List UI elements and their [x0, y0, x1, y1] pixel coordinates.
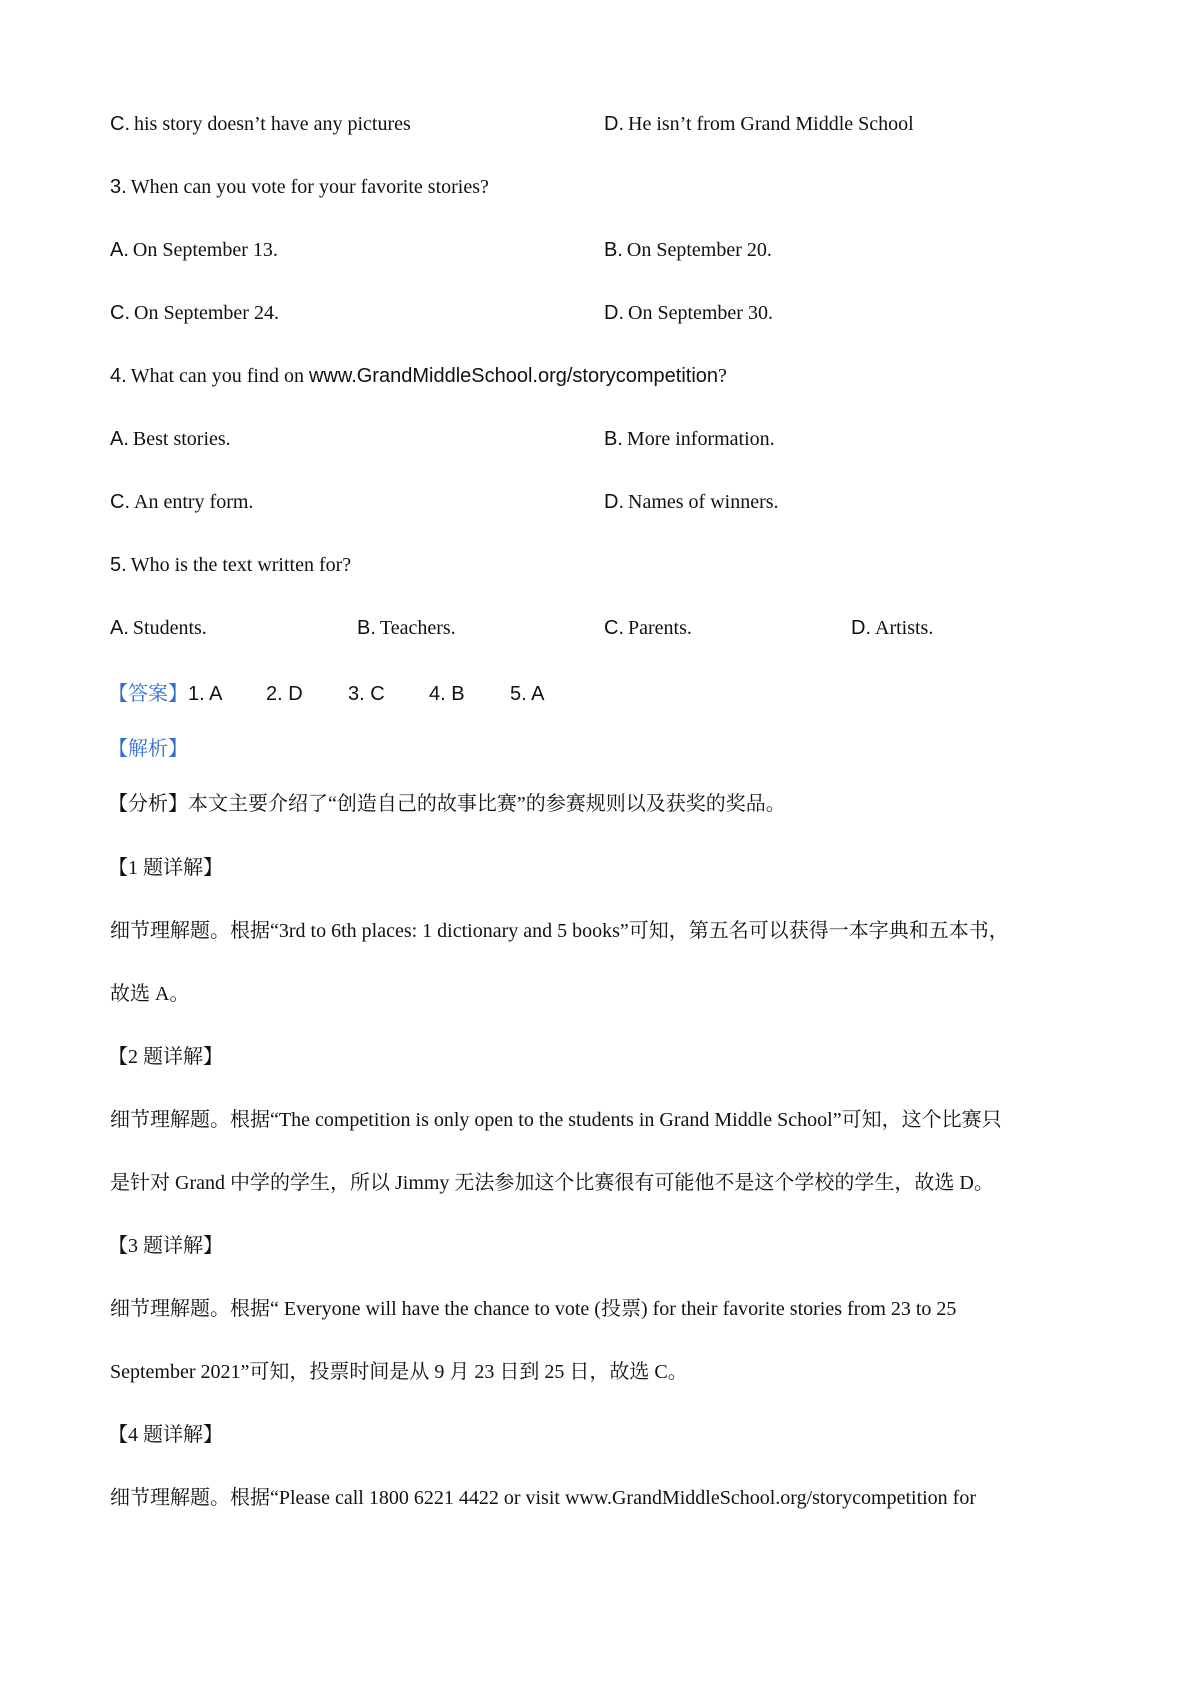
detail-text: 细节理解题。根据“The competition is only open to the students in Grand Middle School”可知，这个比赛只 — [110, 1109, 1002, 1131]
answer-item: 2. D — [266, 683, 303, 705]
q5-option-c — [604, 614, 692, 642]
question-number: 4. — [110, 365, 127, 387]
option-text: On September 30. — [628, 302, 773, 324]
option-letter: B. — [604, 239, 623, 261]
answer-item: 4. B — [429, 683, 465, 705]
detail-text: September 2021”可知，投票时间是从 9 月 23 日到 25 日，故选 C。 — [110, 1361, 688, 1383]
detail-heading: 【1 题详解】 — [108, 857, 223, 879]
q2-option-d — [604, 110, 914, 138]
option-letter: C. — [110, 302, 130, 324]
question-number: 5. — [110, 554, 127, 576]
q5-option-a — [110, 614, 207, 642]
option-text: On September 13. — [132, 239, 278, 261]
question-number: 3. — [110, 176, 127, 198]
option-letter: B. — [604, 428, 623, 450]
option-letter: C. — [110, 491, 130, 513]
analysis-summary: 【分析】本文主要介绍了“创造自己的故事比赛”的参赛规则以及获奖的奖品。 — [108, 793, 786, 815]
detail-heading: 【2 题详解】 — [108, 1046, 223, 1068]
q4-option-a — [110, 425, 231, 453]
answer-item: 5. A — [510, 683, 545, 705]
q4-option-c — [110, 488, 253, 516]
q3-option-c — [110, 299, 279, 327]
option-text: Names of winners. — [628, 491, 779, 513]
option-text: Parents. — [628, 617, 692, 639]
option-text: He isn’t from Grand Middle School — [628, 113, 914, 135]
analysis-label: 【解析】 — [108, 738, 188, 760]
option-letter: A. — [110, 428, 129, 450]
detail-text: 是针对 Grand 中学的学生，所以 Jimmy 无法参加这个比赛很有可能他不是这个学校的学生，故选 D。 — [110, 1172, 994, 1194]
detail-heading: 【4 题详解】 — [108, 1424, 223, 1446]
question-url: www.GrandMiddleSchool.org/storycompetition — [308, 365, 719, 387]
detail-text: 细节理解题。根据“ Everyone will have the chance to vote (投票) for their favorite stories from 23 to 25 — [110, 1298, 957, 1320]
q3-option-d — [604, 299, 773, 327]
q5-stem — [110, 551, 351, 579]
q5-option-d — [851, 614, 933, 642]
q2-option-c — [110, 110, 411, 138]
option-letter: A. — [110, 239, 129, 261]
option-text: An entry form. — [134, 491, 254, 513]
option-letter: B. — [357, 617, 376, 639]
option-text: Best stories. — [132, 428, 231, 450]
option-letter: C. — [604, 617, 624, 639]
question-end: ? — [718, 365, 727, 387]
option-text: Students. — [132, 617, 207, 639]
q5-option-b — [357, 614, 456, 642]
option-letter: A. — [110, 617, 129, 639]
answer-label: 【答案】 — [108, 683, 188, 705]
option-text: On September 24. — [134, 302, 279, 324]
option-text: Artists. — [875, 617, 934, 639]
option-letter: D. — [604, 491, 624, 513]
option-letter: D. — [604, 113, 624, 135]
answer-line — [108, 680, 544, 708]
answer-item: 3. C — [348, 683, 385, 705]
answer-item: 1. A — [188, 683, 223, 705]
option-text: On September 20. — [626, 239, 772, 261]
option-text: Teachers. — [379, 617, 456, 639]
option-letter: C. — [110, 113, 130, 135]
question-text: When can you vote for your favorite stories? — [130, 176, 489, 198]
q4-stem — [110, 362, 727, 390]
detail-heading: 【3 题详解】 — [108, 1235, 223, 1257]
q4-option-b — [604, 425, 775, 453]
option-text: his story doesn’t have any pictures — [134, 113, 411, 135]
q3-stem — [110, 173, 489, 201]
question-text: What can you find on — [130, 365, 309, 387]
question-text: Who is the text written for? — [130, 554, 352, 576]
q3-option-a — [110, 236, 278, 264]
detail-text: 故选 A。 — [110, 983, 190, 1005]
q3-option-b — [604, 236, 772, 264]
q4-option-d — [604, 488, 779, 516]
option-text: More information. — [626, 428, 775, 450]
detail-text: 细节理解题。根据“3rd to 6th places: 1 dictionary and 5 books”可知，第五名可以获得一本字典和五本书， — [110, 920, 1009, 942]
option-letter: D. — [604, 302, 624, 324]
option-letter: D. — [851, 617, 871, 639]
detail-text: 细节理解题。根据“Please call 1800 6221 4422 or visit www.GrandMiddleSchool.org/storycompetition for — [110, 1487, 977, 1509]
